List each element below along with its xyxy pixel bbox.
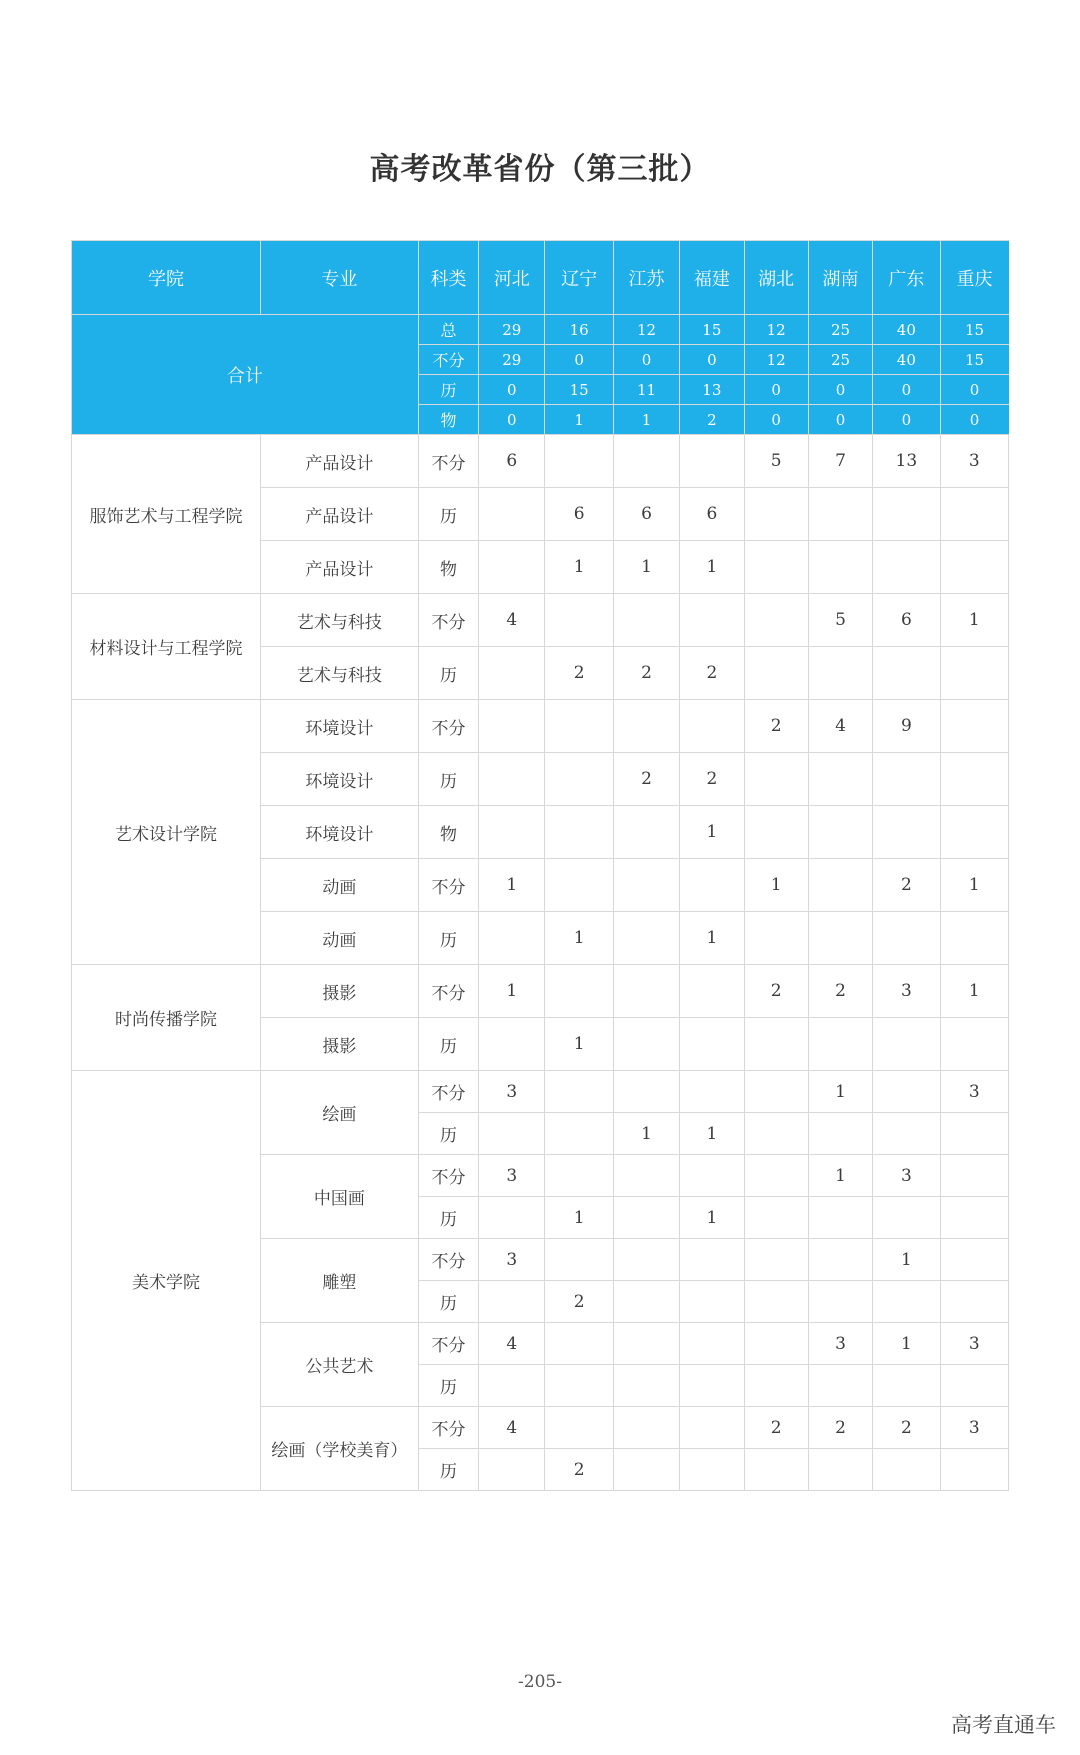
quota-value-cell [744,1018,808,1071]
summary-value-cell: 1 [545,405,613,435]
summary-value-cell: 13 [680,375,744,405]
quota-value-cell: 3 [940,1071,1008,1113]
quota-value-cell: 1 [873,1239,940,1281]
quota-value-cell [613,1323,679,1365]
quota-value-cell [680,859,744,912]
header-province: 福建 [680,241,744,315]
quota-value-cell: 1 [940,859,1008,912]
quota-value-cell [940,912,1008,965]
quota-value-cell: 5 [744,435,808,488]
summary-value-cell: 0 [873,405,940,435]
summary-value-cell: 2 [680,405,744,435]
quota-value-cell [613,1071,679,1113]
quota-value-cell: 1 [808,1155,872,1197]
college-name-cell: 美术学院 [72,1071,261,1491]
summary-value-cell: 15 [545,375,613,405]
summary-value-cell: 0 [873,375,940,405]
subject-type-cell: 不分 [418,435,478,488]
quota-value-cell [680,1407,744,1449]
subject-type-cell: 历 [418,488,478,541]
major-name-cell: 摄影 [261,965,419,1018]
quota-value-cell: 1 [479,859,545,912]
quota-value-cell [873,1281,940,1323]
quota-value-cell: 6 [613,488,679,541]
quota-value-cell: 2 [613,647,679,700]
quota-value-cell: 2 [613,753,679,806]
quota-value-cell [744,1113,808,1155]
quota-value-cell [545,594,613,647]
major-name-cell: 产品设计 [261,435,419,488]
table-row [72,1071,1009,1113]
quota-value-cell: 1 [545,1197,613,1239]
quota-value-cell [940,541,1008,594]
summary-value-cell: 0 [545,345,613,375]
quota-value-cell [680,594,744,647]
header-college: 学院 [72,241,261,315]
quota-value-cell [873,541,940,594]
summary-value-cell: 0 [744,405,808,435]
quota-value-cell [479,806,545,859]
quota-value-cell [940,1155,1008,1197]
quota-value-cell [940,1018,1008,1071]
quota-value-cell [940,1239,1008,1281]
table-row [72,965,1009,1018]
subject-type-cell: 历 [418,647,478,700]
quota-value-cell [808,1449,872,1491]
quota-value-cell [680,1018,744,1071]
major-name-cell: 艺术与科技 [261,647,419,700]
college-name-cell: 时尚传播学院 [72,965,261,1071]
major-name-cell: 绘画 [261,1071,419,1155]
quota-value-cell [873,1449,940,1491]
quota-value-cell: 3 [479,1071,545,1113]
quota-value-cell [545,1071,613,1113]
quota-value-cell [808,647,872,700]
quota-value-cell [613,859,679,912]
table-row [72,435,1009,488]
quota-value-cell: 4 [479,594,545,647]
summary-value-cell: 25 [808,315,872,345]
quota-value-cell [744,541,808,594]
quota-value-cell: 3 [808,1323,872,1365]
quota-value-cell [479,912,545,965]
quota-value-cell: 1 [873,1323,940,1365]
subject-type-cell: 历 [418,1365,478,1407]
quota-value-cell [808,753,872,806]
quota-value-cell [479,541,545,594]
subject-type-cell: 历 [418,753,478,806]
major-name-cell: 雕塑 [261,1239,419,1323]
quota-value-cell: 3 [940,1323,1008,1365]
quota-value-cell [744,647,808,700]
major-name-cell: 环境设计 [261,700,419,753]
quota-value-cell [744,488,808,541]
subject-type-cell: 不分 [418,1071,478,1113]
header-province: 湖北 [744,241,808,315]
quota-value-cell [873,1018,940,1071]
major-name-cell: 艺术与科技 [261,594,419,647]
quota-value-cell: 1 [744,859,808,912]
quota-value-cell: 1 [680,541,744,594]
subject-type-cell: 历 [418,1449,478,1491]
quota-value-cell [613,1197,679,1239]
major-name-cell: 产品设计 [261,488,419,541]
quota-value-cell [808,806,872,859]
summary-value-cell: 0 [744,375,808,405]
quota-value-cell [808,1197,872,1239]
quota-value-cell: 3 [940,435,1008,488]
summary-row [72,315,1009,345]
quota-value-cell: 1 [680,806,744,859]
quota-value-cell [479,700,545,753]
quota-value-cell [744,1197,808,1239]
quota-value-cell [545,1407,613,1449]
quota-value-cell: 6 [479,435,545,488]
quota-value-cell [873,912,940,965]
summary-total-label: 合计 [72,315,419,435]
quota-value-cell [744,1323,808,1365]
quota-value-cell [545,753,613,806]
quota-value-cell: 1 [545,912,613,965]
quota-value-cell [545,806,613,859]
quota-value-cell [680,1449,744,1491]
quota-value-cell: 1 [613,1113,679,1155]
subject-type-cell: 历 [418,912,478,965]
summary-value-cell: 15 [680,315,744,345]
quota-value-cell [479,1449,545,1491]
summary-value-cell: 15 [940,345,1008,375]
quota-value-cell [680,1071,744,1113]
quota-value-cell [613,1407,679,1449]
quota-value-cell: 6 [545,488,613,541]
quota-value-cell [680,1281,744,1323]
quota-value-cell [873,488,940,541]
quota-value-cell [479,488,545,541]
subject-type-cell: 不分 [418,1239,478,1281]
major-name-cell: 动画 [261,912,419,965]
quota-value-cell [744,594,808,647]
quota-value-cell [545,1323,613,1365]
quota-value-cell [808,1239,872,1281]
summary-value-cell: 0 [808,375,872,405]
quota-value-cell [613,594,679,647]
quota-value-cell [808,1018,872,1071]
quota-value-cell [808,1113,872,1155]
subject-type-cell: 不分 [418,700,478,753]
major-name-cell: 绘画（学校美育） [261,1407,419,1491]
quota-value-cell [940,1365,1008,1407]
summary-section [72,315,1009,435]
quota-value-cell [545,700,613,753]
quota-value-cell [613,1449,679,1491]
quota-value-cell [613,965,679,1018]
quota-value-cell [545,1365,613,1407]
quota-value-cell: 3 [873,1155,940,1197]
summary-value-cell: 0 [479,375,545,405]
summary-value-cell: 15 [940,315,1008,345]
subject-type-cell: 历 [418,1197,478,1239]
quota-value-cell [613,700,679,753]
quota-value-cell: 5 [808,594,872,647]
subject-type-cell: 不分 [418,594,478,647]
quota-value-cell [744,1281,808,1323]
quota-value-cell: 7 [808,435,872,488]
quota-value-cell: 6 [873,594,940,647]
quota-value-cell [479,1018,545,1071]
quota-value-cell [479,647,545,700]
quota-value-cell: 2 [680,753,744,806]
quota-value-cell [744,753,808,806]
summary-value-cell: 12 [744,315,808,345]
quota-value-cell [940,700,1008,753]
quota-value-cell [545,859,613,912]
quota-value-cell [940,647,1008,700]
quota-value-cell: 1 [545,1018,613,1071]
quota-value-cell: 1 [680,1197,744,1239]
quota-value-cell: 1 [680,1113,744,1155]
quota-value-cell: 2 [744,1407,808,1449]
header-row [72,241,1009,315]
quota-value-cell: 2 [545,647,613,700]
quota-value-cell: 1 [680,912,744,965]
summary-value-cell: 25 [808,345,872,375]
quota-value-cell [479,1281,545,1323]
quota-value-cell [613,1155,679,1197]
quota-value-cell [680,435,744,488]
quota-value-cell: 2 [808,965,872,1018]
header-province: 河北 [479,241,545,315]
header-major: 专业 [261,241,419,315]
quota-value-cell [613,912,679,965]
quota-value-cell [545,1113,613,1155]
major-name-cell: 环境设计 [261,806,419,859]
quota-value-cell [613,1281,679,1323]
major-name-cell: 摄影 [261,1018,419,1071]
quota-value-cell [680,1239,744,1281]
header-province: 重庆 [940,241,1008,315]
quota-value-cell: 1 [479,965,545,1018]
quota-value-cell [680,965,744,1018]
quota-value-cell [545,435,613,488]
quota-value-cell: 1 [940,594,1008,647]
quota-value-cell [940,753,1008,806]
quota-value-cell: 1 [545,541,613,594]
summary-value-cell: 16 [545,315,613,345]
header-subject: 科类 [418,241,478,315]
summary-subject-type: 历 [418,375,478,405]
summary-value-cell: 0 [680,345,744,375]
summary-subject-type: 总 [418,315,478,345]
table-row [72,594,1009,647]
quota-value-cell [545,1155,613,1197]
quota-value-cell: 6 [680,488,744,541]
quota-value-cell [744,1365,808,1407]
quota-value-cell [613,1239,679,1281]
subject-type-cell: 不分 [418,859,478,912]
college-rows [72,435,1009,1491]
subject-type-cell: 物 [418,541,478,594]
quota-value-cell [940,1281,1008,1323]
major-name-cell: 中国画 [261,1155,419,1239]
quota-value-cell [808,912,872,965]
major-name-cell: 动画 [261,859,419,912]
header-province: 广东 [873,241,940,315]
quota-value-cell: 4 [479,1407,545,1449]
college-name-cell: 艺术设计学院 [72,700,261,965]
quota-value-cell: 2 [873,1407,940,1449]
quota-value-cell: 1 [808,1071,872,1113]
quota-value-cell: 2 [808,1407,872,1449]
quota-value-cell [808,541,872,594]
quota-value-cell: 2 [545,1449,613,1491]
quota-value-cell [479,1365,545,1407]
quota-value-cell [873,806,940,859]
summary-value-cell: 40 [873,345,940,375]
summary-value-cell: 0 [940,375,1008,405]
quota-value-cell [940,1449,1008,1491]
quota-value-cell [545,965,613,1018]
subject-type-cell: 不分 [418,1155,478,1197]
quota-value-cell [680,700,744,753]
quota-value-cell: 3 [479,1239,545,1281]
summary-value-cell: 12 [744,345,808,375]
summary-value-cell: 40 [873,315,940,345]
college-name-cell: 材料设计与工程学院 [72,594,261,700]
quota-value-cell [680,1155,744,1197]
quota-value-cell: 1 [940,965,1008,1018]
quota-value-cell: 3 [940,1407,1008,1449]
subject-type-cell: 物 [418,806,478,859]
header-province: 湖南 [808,241,872,315]
quota-value-cell [744,1449,808,1491]
quota-value-cell [808,1281,872,1323]
quota-value-cell [613,435,679,488]
summary-value-cell: 29 [479,315,545,345]
quota-value-cell: 4 [479,1323,545,1365]
summary-subject-type: 物 [418,405,478,435]
quota-value-cell: 2 [744,965,808,1018]
subject-type-cell: 不分 [418,965,478,1018]
college-name-cell: 服饰艺术与工程学院 [72,435,261,594]
summary-value-cell: 1 [613,405,679,435]
page-number: -205- [518,1672,562,1692]
major-name-cell: 公共艺术 [261,1323,419,1407]
summary-value-cell: 0 [479,405,545,435]
quota-value-cell [479,1113,545,1155]
quota-value-cell: 2 [545,1281,613,1323]
quota-value-cell [808,488,872,541]
quota-value-cell [479,753,545,806]
subject-type-cell: 历 [418,1281,478,1323]
quota-value-cell [808,859,872,912]
summary-value-cell: 29 [479,345,545,375]
summary-value-cell: 0 [808,405,872,435]
quota-value-cell [808,1365,872,1407]
subject-type-cell: 不分 [418,1323,478,1365]
quota-value-cell [940,488,1008,541]
quota-value-cell [744,1071,808,1113]
quota-value-cell [940,1197,1008,1239]
major-name-cell: 环境设计 [261,753,419,806]
summary-value-cell: 0 [613,345,679,375]
quota-value-cell [744,912,808,965]
quota-value-cell [680,1323,744,1365]
subject-type-cell: 历 [418,1018,478,1071]
quota-value-cell: 4 [808,700,872,753]
quota-value-cell [940,1113,1008,1155]
page-title: 高考改革省份（第三批） [369,152,711,187]
quota-value-cell [873,1071,940,1113]
subject-type-cell: 不分 [418,1407,478,1449]
quota-value-cell [940,806,1008,859]
quota-value-cell [744,806,808,859]
summary-value-cell: 11 [613,375,679,405]
quota-value-cell [680,1365,744,1407]
quota-value-cell: 3 [873,965,940,1018]
quota-value-cell [479,1197,545,1239]
quota-value-cell [744,1155,808,1197]
quota-value-cell [613,1365,679,1407]
quota-value-cell [873,1113,940,1155]
subject-type-cell: 历 [418,1113,478,1155]
summary-value-cell: 12 [613,315,679,345]
quota-value-cell: 1 [613,541,679,594]
quota-value-cell: 2 [744,700,808,753]
quota-value-cell: 2 [680,647,744,700]
watermark-text: 高考直通车 [951,1713,1056,1737]
enrollment-quota-table [71,240,1009,1491]
quota-value-cell: 2 [873,859,940,912]
quota-value-cell: 3 [479,1155,545,1197]
quota-value-cell [873,753,940,806]
quota-value-cell [613,1018,679,1071]
quota-value-cell [744,1239,808,1281]
quota-value-cell [873,1365,940,1407]
summary-subject-type: 不分 [418,345,478,375]
major-name-cell: 产品设计 [261,541,419,594]
quota-value-cell [873,647,940,700]
quota-value-cell [873,1197,940,1239]
quota-value-cell [545,1239,613,1281]
header-province: 辽宁 [545,241,613,315]
quota-value-cell [613,806,679,859]
header-province: 江苏 [613,241,679,315]
quota-value-cell: 9 [873,700,940,753]
quota-value-cell: 13 [873,435,940,488]
table-row [72,700,1009,753]
summary-value-cell: 0 [940,405,1008,435]
